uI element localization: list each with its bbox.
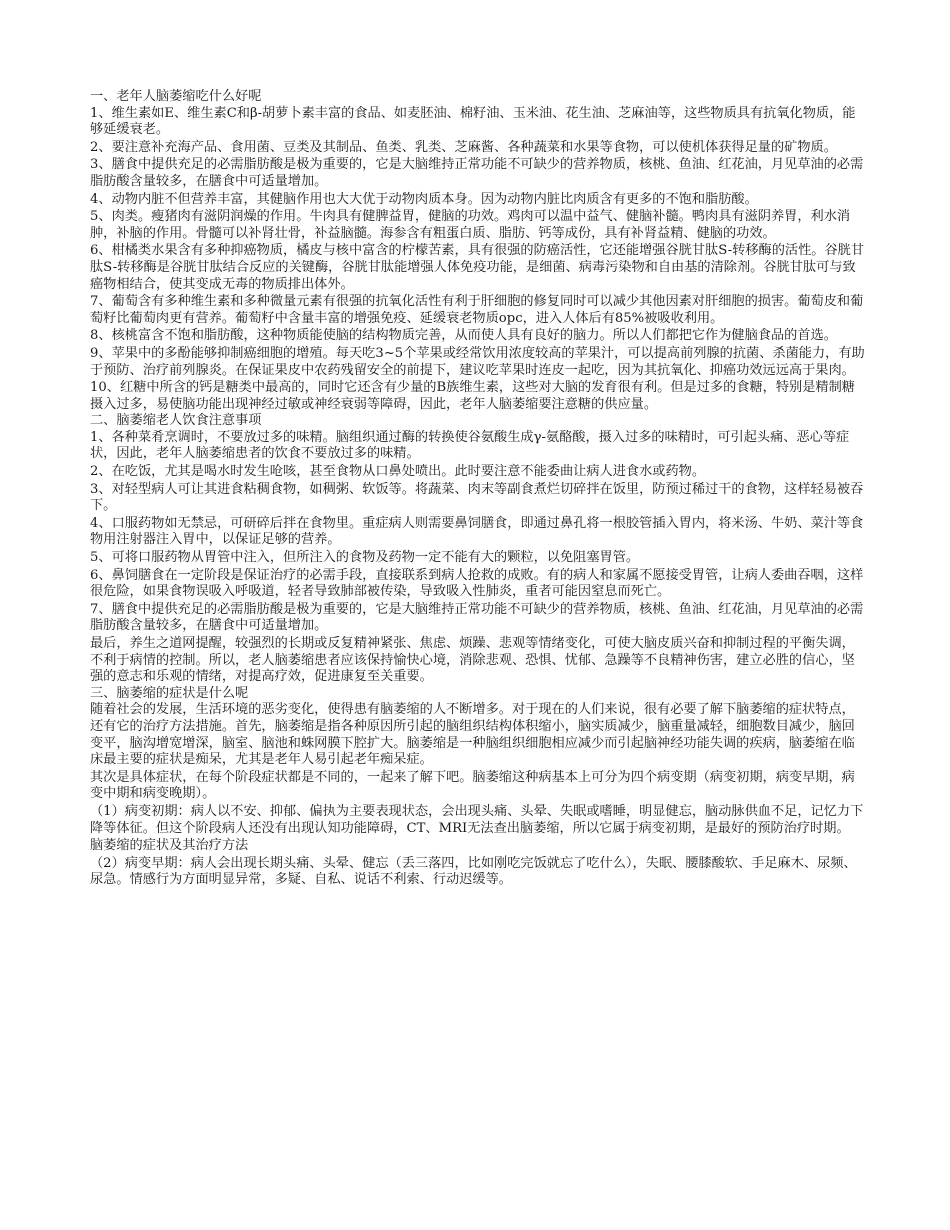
subheading: 脑萎缩的症状及其治疗方法: [90, 838, 249, 854]
section-heading-1: 一、老年人脑萎缩吃什么好呢: [90, 89, 262, 104]
section-heading-3: 三、脑萎缩的症状是什么呢: [90, 685, 249, 701]
paragraph: 7、膳食中提供充足的必需脂肪酸是极为重要的，它是大脑维持正常功能不可缺少的营养物质，核桃、鱼油、红花油，月见草油的必需脂肪酸含量较多，在膳食中可适量增加。: [90, 601, 864, 634]
paragraph: 3、对轻型病人可让其进食粘稠食物，如稠粥、软饭等。将蔬菜、肉末等副食煮烂切碎拌在饭里，防预过稀过干的食物，这样轻易被吞下。: [90, 481, 864, 514]
section-heading-2: 二、脑萎缩老人饮食注意事项: [90, 413, 262, 429]
paragraph: 2、要注意补充海产品、食用菌、豆类及其制品、鱼类、乳类、芝麻酱、各种蔬菜和水果等食物，可以使机体获得足量的矿物质。: [90, 139, 837, 155]
paragraph: 最后，养生之道网提醒，较强烈的长期或反复精神紧张、焦虑、烦躁、悲观等情绪变化，可使大脑皮质兴奋和抑制过程的平衡失调，不利于病情的控制。所以，老人脑萎缩患者应该保持愉快心境，消除悲观、恐惧、忧郁、急躁等不良精神伤害，建立必胜的信心，坚强的意志和乐观的情绪，对提高疗效，促进康复至关重要。: [90, 636, 855, 685]
paragraph: 8、核桃富含不饱和脂肪酸，这种物质能使脑的结构物质完善，从而使人具有良好的脑力。所以人们都把它作为健脑食品的首选。: [90, 328, 837, 344]
paragraph: 5、可将口服药物从胃管中注入，但所注入的食物及药物一定不能有大的颗粒，以免阻塞胃管。: [90, 550, 640, 566]
paragraph: 1、维生素如E、维生素C和β-胡萝卜素丰富的食品、如麦胚油、棉籽油、玉米油、花生油、芝麻油等，这些物质具有抗氧化物质，能够延缓衰老。: [90, 105, 856, 138]
paragraph: （2）病变早期：病人会出现长期头痛、头晕、健忘（丢三落四，比如刚吃完饭就忘了吃什么），失眠、腰膝酸软、手足麻木、尿频、尿急。情感行为方面明显异常，多疑、自私、说话不利索、行动迟缓等。: [90, 855, 857, 888]
paragraph: 7、葡萄含有多种维生素和多种微量元素有很强的抗氧化活性有利于肝细胞的修复同时可以减少其他因素对肝细胞的损害。葡萄皮和葡萄籽比葡萄肉更有营养。葡萄籽中含量丰富的增强免疫、延缓衰老物质opc，进入人体后有85%被吸收利用。: [90, 294, 864, 326]
paragraph: 4、口服药物如无禁忌，可研碎后拌在食物里。重症病人则需要鼻饲膳食，即通过鼻孔将一根胶管插入胃内，将米汤、牛奶、菜汁等食物用注射器注入胃中，以保证足够的营养。: [90, 515, 864, 548]
paragraph: 1、各种菜肴烹调时，不要放过多的味精。脑组织通过酶的转换使谷氨酸生成γ-氨酪酸，摄入过多的味精时，可引起头痛、恶心等症状，因此，老年人脑萎缩患者的饮食不要放过多的味精。: [90, 429, 850, 462]
paragraph: 4、动物内脏不但营养丰富，其健脑作用也大大优于动物肉质本身。因为动物内脏比肉质含有更多的不饱和脂肪酸。: [90, 191, 758, 207]
paragraph: 9、苹果中的多酚能够抑制癌细胞的增殖。每天吃3~5个苹果或经常饮用浓度较高的苹果汁，可以提高前列腺的抗菌、杀菌能力，有助于预防、治疗前列腺炎。在保证果皮中农药残留安全的前提下，建议吃苹果时连皮一起吃，因为其抗氧化、抑癌功效远远高于果肉。: [90, 345, 865, 378]
paragraph: 2、在吃饭，尤其是喝水时发生呛咳，甚至食物从口鼻处喷出。此时要注意不能委曲让病人进食水或药物。: [90, 464, 706, 480]
paragraph: （1）病变初期：病人以不安、抑郁、偏执为主要表现状态，会出现头痛、头晕、失眠或嗜睡，明显健忘，脑动脉供血不足，记忆力下降等体征。但这个阶段病人还没有出现认知功能障碍，CT、MRI无法查出脑萎缩，所以它属于病变初期，是最好的预防治疗时期。: [90, 803, 864, 836]
paragraph: 6、柑橘类水果含有多种抑癌物质，橘皮与核中富含的柠檬苦素，具有很强的防癌活性，它还能增强谷胱甘肽S-转移酶的活性。谷胱甘肽S-转移酶是谷胱甘肽结合反应的关键酶，谷胱甘肽能增强人体免疫功能，是细菌、病毒污染物和自由基的清除剂。谷胱甘肽可与致癌物相结合，使其变成无毒的物质排出体外。: [90, 243, 865, 292]
paragraph: 3、膳食中提供充足的必需脂肪酸是极为重要的，它是大脑维持正常功能不可缺少的营养物质，核桃、鱼油、红花油，月见草油的必需脂肪酸含量较多，在膳食中可适量增加。: [90, 157, 864, 189]
document-page: [90, 89, 865, 889]
paragraph: 10、红糖中所含的钙是糖类中最高的，同时它还含有少量的B族维生素，这些对大脑的发育很有利。但是过多的食糖，特别是精制糖摄入过多，易使脑功能出现神经过敏或神经衰弱等障碍，因此，老年人脑萎缩要注意糖的供应量。: [90, 380, 855, 412]
paragraph: 随着社会的发展，生活环境的恶劣变化，使得患有脑萎缩的人不断增多。对于现在的人们来说，很有必要了解下脑萎缩的症状特点，还有它的治疗方法措施。首先，脑萎缩是指各种原因所引起的脑组织结构体积缩小，脑实质减少，脑重量减轻，细胞数目减少，脑回变平，脑沟增宽增深，脑室、脑池和蛛网膜下腔扩大。脑萎缩是一种脑组织细胞相应减少而引起脑神经功能失调的疾病，脑萎缩在临床最主要的症状是痴呆，尤其是老年人易引起老年痴呆症。: [90, 702, 855, 768]
paragraph: 5、肉类。瘦猪肉有滋阴润燥的作用。牛肉具有健脾益胃，健脑的功效。鸡肉可以温中益气、健脑补髓。鸭肉具有滋阴养胃，利水消肿，补脑的作用。骨髓可以补肾壮骨，补益脑髓。海参含有粗蛋白质、脂肪、钙等成份，具有补肾益精、健脑的功效。: [90, 209, 851, 241]
paragraph: 6、鼻饲膳食在一定阶段是保证治疗的必需手段，直接联系到病人抢救的成败。有的病人和家属不愿接受胃管，让病人委曲吞咽，这样很危险，如果食物误吸入呼吸道，轻者导致肺部被传染，导致吸入性肺炎，重者可能因窒息而死亡。: [90, 567, 864, 600]
paragraph: 其次是具体症状，在每个阶段症状都是不同的，一起来了解下吧。脑萎缩这种病基本上可分为四个病变期（病变初期，病变早期，病变中期和病变晚期）。: [90, 769, 855, 802]
